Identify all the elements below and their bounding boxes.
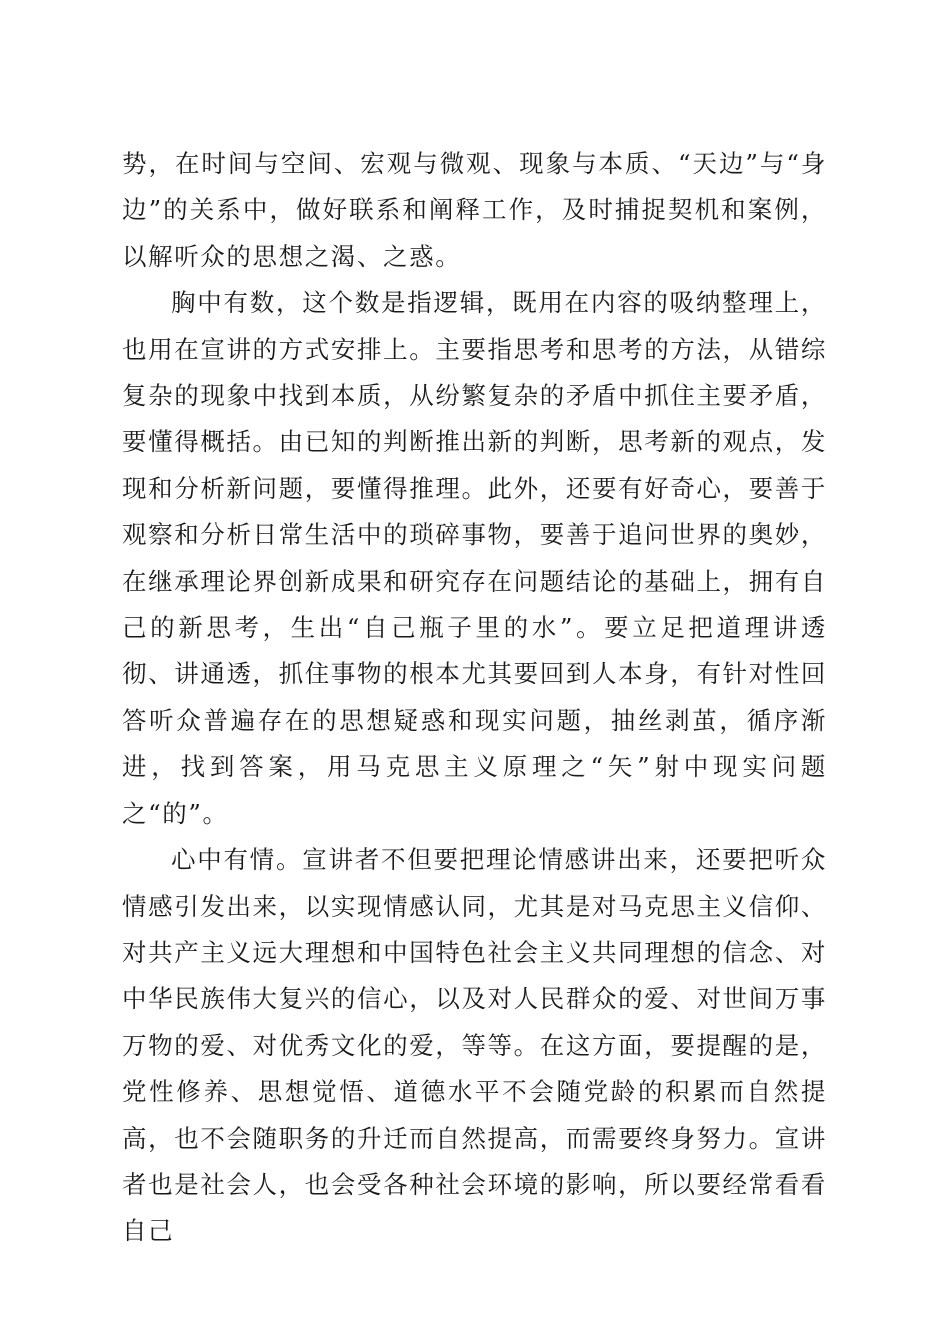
paragraph-emotion: 心中有情。宣讲者不但要把理论情感讲出来，还要把听众情感引发出来，以实现情感认同，尤其是对马克思主义信仰、对共产主义远大理想和中国特色社会主义共同理想的信念、对中华民族伟大复兴的信心，以及对人民群众的爱、对世间万事万物的爱、对优秀文化的爱，等等。在这方面，要提醒的是，党性修养、思想觉悟、道德水平不会随党龄的积累而自然提高，也不会随职务的升迁而自然提高，而需要终身努力。宣讲者也是社会人，也会受各种社会环境的影响，所以要经常看看自己	[122, 845, 827, 1246]
paragraph-logic: 胸中有数，这个数是指逻辑，既用在内容的吸纳整理上，也用在宣讲的方式安排上。主要指思考和思考的方法，从错综复杂的现象中找到本质，从纷繁复杂的矛盾中抓住主要矛盾，要懂得概括。由已知的判断推出新的判断，思考新的观点，发现和分析新问题，要懂得推理。此外，还要有好奇心，要善于观察和分析日常生活中的琐碎事物，要善于追问世界的奥妙，在继承理论界创新成果和研究存在问题结论的基础上，拥有自己的新思考，生出“自己瓶子里的水”。要立足把道理讲透彻、讲通透，抓住事物的根本尤其要回到人本身，有针对性回答听众普遍存在的思想疑惑和现实问题，抽丝剥茧，循序渐进，找到答案，用马克思主义原理之“矢”射中现实问题之“的”。	[122, 288, 827, 828]
paragraph-continuation: 势，在时间与空间、宏观与微观、现象与本质、“天边”与“身边”的关系中，做好联系和阐释工作，及时捕捉契机和案例，以解听众的思想之渴、之惑。	[122, 149, 827, 271]
body-text	[122, 141, 827, 1255]
